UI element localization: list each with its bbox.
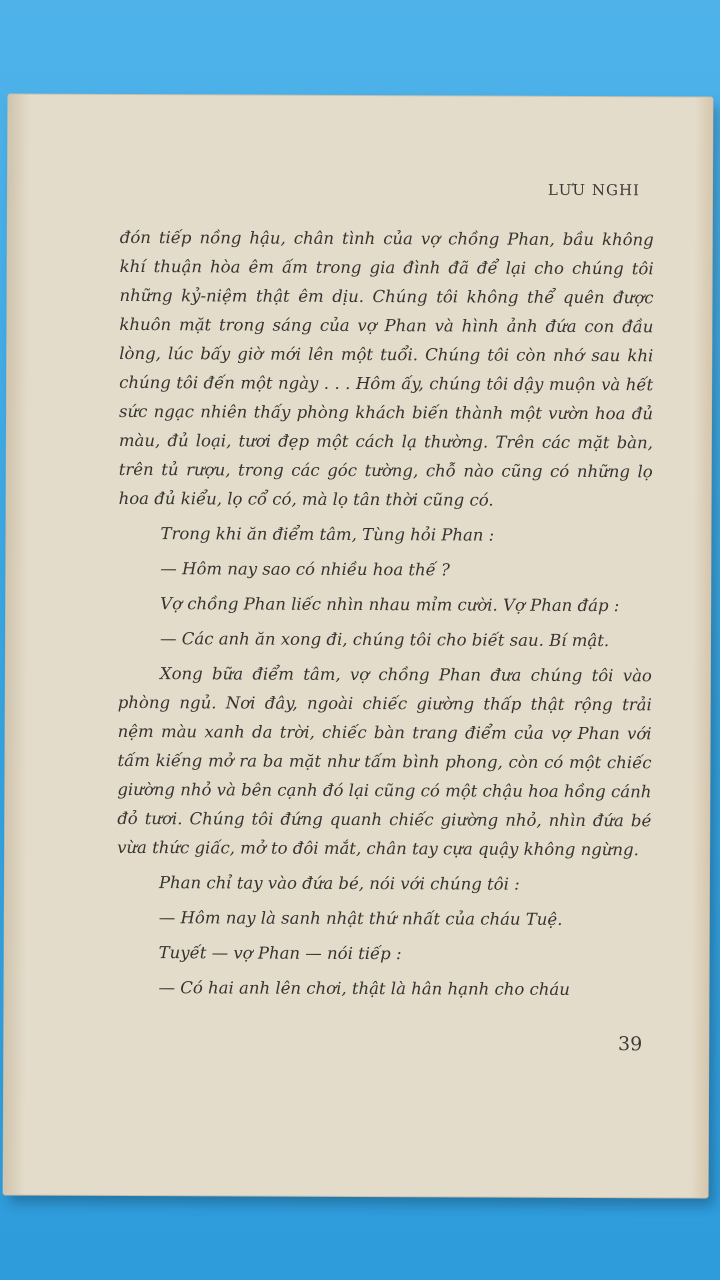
page-number: 39 xyxy=(618,1033,643,1056)
book-page xyxy=(4,94,713,1197)
paragraph-8: — Hôm nay là sanh nhật thứ nhất của cháu Tuệ. xyxy=(158,908,563,929)
paragraph-4: Vợ chồng Phan liếc nhìn nhau mỉm cười. Vợ Phan đáp : xyxy=(160,594,620,616)
paragraph-5: — Các anh ăn xong đi, chúng tôi cho biết sau. Bí mật. xyxy=(159,629,610,651)
paragraph-7: Phan chỉ tay vào đứa bé, nói với chúng tôi : xyxy=(158,873,520,894)
running-header: LƯU NGHI xyxy=(547,180,641,200)
paragraph-1: đón tiếp nồng hậu, chân tình của vợ chồng Phan, bầu không khí thuận hòa êm ấm trong gia đình đã để lại cho chúng tôi những kỷ-niệm thật êm dịu. Chúng tôi không thể quên được khuôn mặt trong sáng của vợ Phan và hình ảnh đứa con đầu lòng, lúc bấy giờ mới lên một tuổi. Chúng tôi còn nhớ sau khi chúng tôi đến một ngày . . . Hôm ấy, chúng tôi dậy muộn và hết sức ngạc nhiên thấy phòng khách biến thành một vườn hoa đủ màu, đủ loại, tươi đẹp một cách lạ thường. Trên các mặt bàn, trên tủ rượu, trong các góc tường, chỗ nào cũng có những lọ hoa đủ kiểu, lọ cổ có, mà lọ tân thời cũng có. xyxy=(118,227,654,510)
paragraph-2: Trong khi ăn điểm tâm, Tùng hỏi Phan : xyxy=(160,524,495,545)
paragraph-10: — Có hai anh lên chơi, thật là hân hạnh cho cháu xyxy=(158,978,570,999)
paragraph-9: Tuyết — vợ Phan — nói tiếp : xyxy=(158,943,402,964)
paragraph-3: — Hôm nay sao có nhiều hoa thế ? xyxy=(160,559,450,580)
page-body xyxy=(116,223,653,1010)
paragraph-6: Xong bữa điểm tâm, vợ chồng Phan đưa chúng tôi vào phòng ngủ. Nơi đây, ngoài chiếc giường thấp thật rộng trải nệm màu xanh da trời, chiếc bàn trang điểm của vợ Phan với tấm kiếng mở ra ba mặt như tấm bình phong, còn có một chiếc giường nhỏ và bên cạnh đó lại cũng có một chậu hoa hồng cánh đỏ tươi. Chúng tôi đứng quanh chiếc giường nhỏ, nhìn đứa bé vừa thức giấc, mở to đôi mắt, chân tay cựa quậy không ngừng. xyxy=(117,664,652,860)
